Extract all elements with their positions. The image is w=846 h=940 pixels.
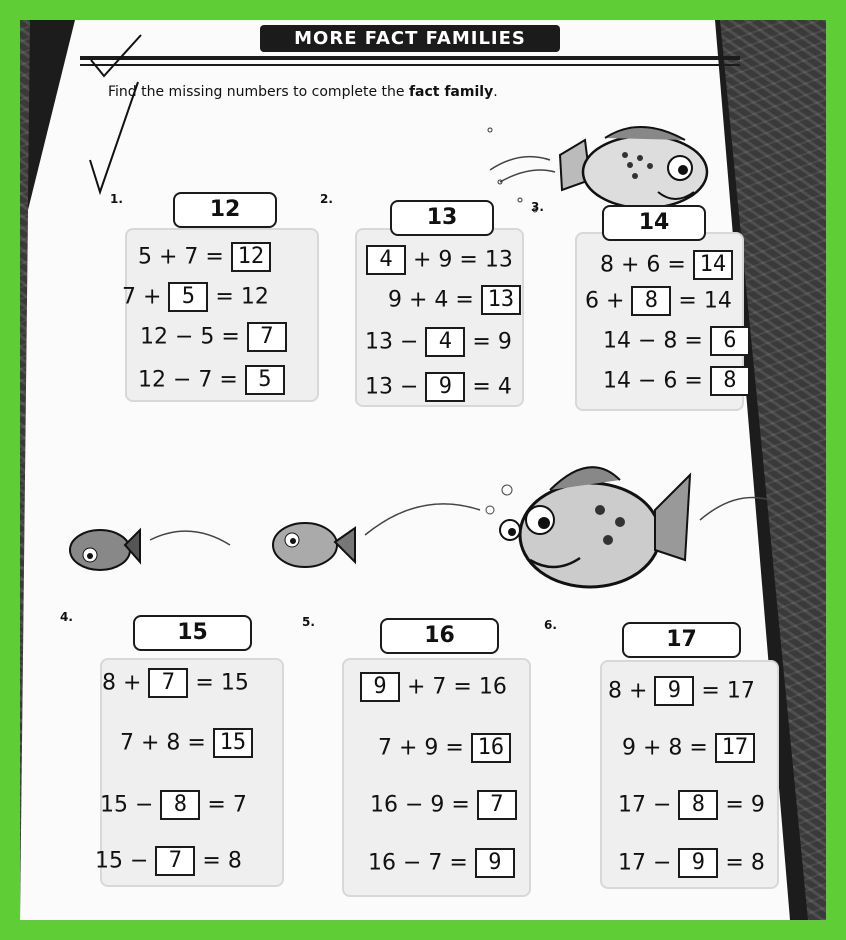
answer-box[interactable]: 5 [168,282,208,312]
answer-box[interactable]: 6 [710,326,750,356]
equation-text: = 17 [694,678,755,704]
equation-text: 16 − 9 = [370,792,477,818]
title-rule [80,56,740,60]
equation-text: + 7 = 16 [400,674,507,700]
equation [120,728,253,758]
answer-box[interactable]: 9 [425,372,465,402]
equation [365,327,512,357]
equation-text: 14 − 8 = [603,328,710,354]
equation-text: = 14 [671,288,732,314]
equation [122,282,269,312]
answer-box[interactable]: 7 [477,790,517,820]
equation-text: 8 + [102,670,149,696]
equation-text: 15 − [95,848,156,874]
equation [618,790,765,820]
problem-number: 3. [531,200,544,214]
equation-text: 15 − [100,792,161,818]
fact-family-header: 17 [622,622,741,658]
equation [140,322,287,352]
page-title: MORE FACT FAMILIES [260,25,560,52]
equation [378,733,511,763]
answer-box[interactable]: 8 [160,790,200,820]
equation [370,790,517,820]
equation [368,848,515,878]
fish-icon [60,450,780,620]
answer-box[interactable]: 14 [693,250,733,280]
instructions [108,84,498,100]
equation-text: = 7 [200,792,247,818]
equation-text: 17 − [618,850,679,876]
problem-number: 2. [320,192,333,206]
equation [95,846,242,876]
equation [100,790,247,820]
equation-text: = 8 [718,850,765,876]
equation-text: 5 + 7 = [138,244,231,270]
equation-text: 16 − 7 = [368,850,475,876]
problem-number: 6. [544,618,557,632]
equation [622,733,755,763]
problem-number: 5. [302,615,315,629]
equation-text: 7 + 9 = [378,735,471,761]
equation-text: 14 − 6 = [603,368,710,394]
answer-box[interactable]: 17 [715,733,755,763]
title-rule-thin [80,64,740,66]
equation-text: 7 + [122,284,169,310]
fish-icon [480,110,730,220]
equation-text: 17 − [618,792,679,818]
equation [365,372,512,402]
answer-box[interactable]: 7 [155,846,195,876]
equation-text: 6 + [585,288,632,314]
answer-box[interactable]: 8 [710,366,750,396]
equation-text: = 9 [718,792,765,818]
equation-text: 8 + [608,678,655,704]
answer-box[interactable]: 9 [475,848,515,878]
equation-text: 8 + 6 = [600,252,693,278]
answer-box[interactable]: 8 [678,790,718,820]
equation [603,366,750,396]
equation [366,245,513,275]
equation-text: = 12 [208,284,269,310]
answer-box[interactable]: 4 [366,245,406,275]
equation [388,285,521,315]
answer-box[interactable]: 5 [245,365,285,395]
fact-family-header: 13 [390,200,494,236]
equation-text: 13 − [365,374,426,400]
equation-text: = 8 [195,848,242,874]
answer-box[interactable]: 8 [631,286,671,316]
instructions-text: Find the missing numbers to complete the [108,84,409,100]
fact-family-header: 12 [173,192,277,228]
fact-family-header: 15 [133,615,252,651]
checkmark-icon [86,30,146,80]
answer-box[interactable]: 9 [678,848,718,878]
equation-text: 13 − [365,329,426,355]
equation [138,242,271,272]
equation [102,668,249,698]
fact-family-header: 16 [380,618,499,654]
answer-box[interactable]: 7 [148,668,188,698]
equation [138,365,285,395]
instructions-end: . [493,84,498,100]
answer-box[interactable]: 15 [213,728,253,758]
equation [585,286,732,316]
equation-text: 9 + 8 = [622,735,715,761]
instructions-bold: fact family [408,84,494,100]
equation-text: = 9 [465,329,512,355]
problem-number: 4. [60,610,73,624]
equation-text: 9 + 4 = [388,287,481,313]
answer-box[interactable]: 12 [231,242,271,272]
equation [618,848,765,878]
equation [360,672,507,702]
answer-box[interactable]: 13 [481,285,521,315]
answer-box[interactable]: 9 [654,676,694,706]
checkmark-icon [86,80,146,200]
equation-text: 7 + 8 = [120,730,213,756]
equation-text: 12 − 5 = [140,324,247,350]
equation-text: 12 − 7 = [138,367,245,393]
answer-box[interactable]: 4 [425,327,465,357]
fact-family-header: 14 [602,205,706,241]
equation [603,326,750,356]
equation [608,676,755,706]
answer-box[interactable]: 16 [471,733,511,763]
answer-box[interactable]: 7 [247,322,287,352]
answer-box[interactable]: 9 [360,672,400,702]
equation-text: = 15 [188,670,249,696]
equation-text: + 9 = 13 [406,247,513,273]
photo-frame [20,20,826,920]
equation [600,250,733,280]
problem-number: 1. [110,192,123,206]
equation-text: = 4 [465,374,512,400]
